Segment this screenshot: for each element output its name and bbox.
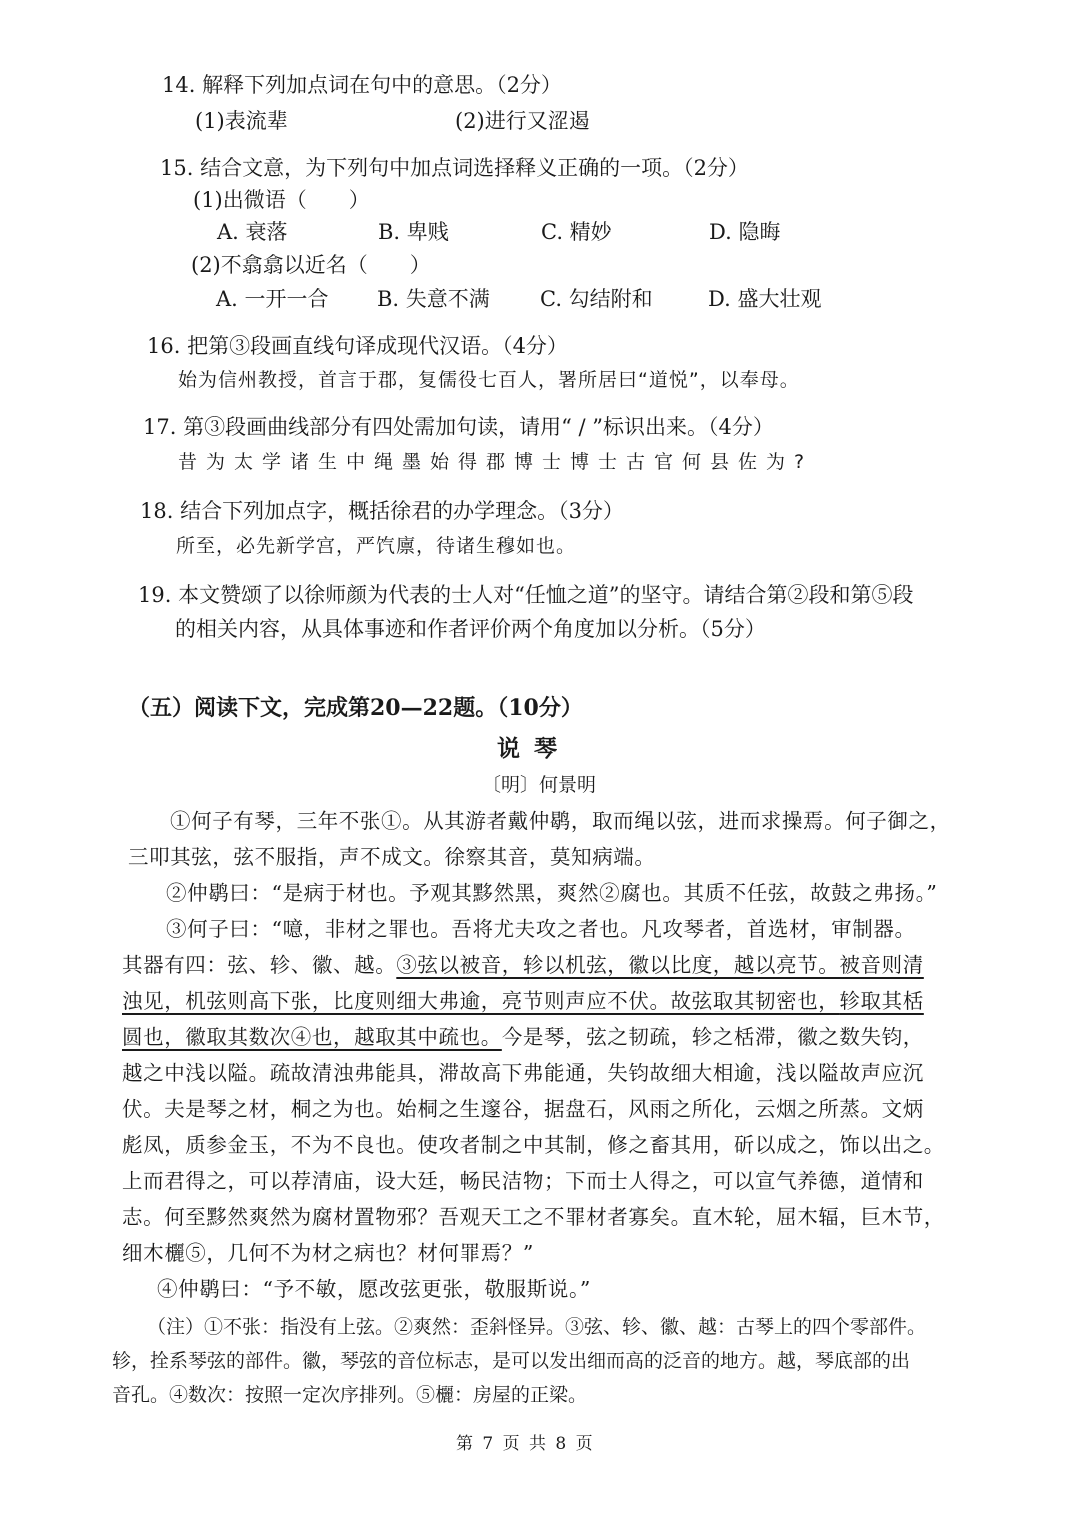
- note-line: 轸，拴系琴弦的部件。徽，琴弦的音位标志，是可以发出细而高的泛音的地方。越，琴底部的出: [112, 1350, 911, 1372]
- passage-underlined-segment: ③弦以被音，轸以机弦，徽以比度，越以亮节。被音则清: [396, 953, 924, 977]
- q16-text: 始为信州教授，首言于郡，复儒役七百人，署所居曰“道悦”，以奉母。: [178, 369, 800, 391]
- passage-line: 上而君得之，可以荐清庙，设大廷，畅民洁物；下而士人得之，可以宣气养德，道情和: [122, 1169, 924, 1193]
- passage-underlined-segment: 浊见，机弦则高下张，比度则细大弗逾，亮节则声应不伏。故弦取其韧密也，: [122, 989, 840, 1013]
- q18-stem: 18. 结合下列加点字，概括徐君的办学理念。（3分）: [140, 499, 624, 523]
- passage-underlined-segment: 轸取其栝: [839, 989, 924, 1013]
- q14-item-2: (2)进行又涩遏: [455, 109, 590, 133]
- passage-line: ④仲鹖曰：“予不敏，愿改弦更张，敬服斯说。”: [157, 1277, 591, 1301]
- q17-text: 昔为太学诸生中绳墨始得郡博士博士古官何县佐为?: [178, 451, 814, 473]
- q15-sub2-option-b: B. 失意不满: [377, 287, 490, 311]
- passage-line: ③何子曰：“噫，非材之罪也。吾将尤夫攻之者也。凡攻琴者，首选材，审制器。: [166, 917, 916, 941]
- passage-line: 三叩其弦，弦不服指，声不成文。徐察其音，莫知病端。: [128, 845, 656, 869]
- q15-stem: 15. 结合文意，为下列句中加点词选择释义正确的一项。（2分）: [160, 156, 749, 180]
- q16-stem: 16. 把第③段画直线句译成现代汉语。（4分）: [147, 334, 568, 358]
- q15-sub2-option-c: C. 勾结附和: [540, 287, 653, 311]
- q15-sub1-option-b: B. 卑贱: [378, 220, 449, 244]
- section5-heading: （五）阅读下文，完成第20—22题。（10分）: [128, 695, 583, 721]
- passage-segment: 其器有四：弦、轸、徽、越。: [122, 953, 397, 977]
- passage-line: [122, 1022, 924, 1052]
- q15-sub1-option-a: A. 衰落: [217, 220, 288, 244]
- q15-sub1-option-d: D. 隐晦: [709, 220, 781, 244]
- q15-sub2-option-a: A. 一开一合: [216, 287, 329, 311]
- passage-underlined-segment: 圆也，徽取其数次④也，越取其中疏也。: [122, 1025, 502, 1049]
- q15-sub1-option-c: C. 精妙: [541, 220, 612, 244]
- passage-line: 志。何至黟然爽然为腐材置物邪？吾观天工之不罪材者寡矣。直木轮，屈木辐，巨木节，: [122, 1205, 945, 1229]
- q15-sub1: (1)出微语（ ）: [193, 188, 370, 212]
- page-number: 第 7 页 共 8 页: [456, 1434, 595, 1454]
- passage-author: 〔明〕何景明: [482, 774, 597, 796]
- note-line: （注）①不张：指没有上弦。②爽然：歪斜怪异。③弦、轸、徽、越：古琴上的四个零部件。: [147, 1316, 927, 1338]
- q15-sub2: (2)不翕翕以近名（ ）: [191, 253, 431, 277]
- passage-line: 越之中浅以隘。疏故清浊弗能具，滞故高下弗能通，失钧故细大相逾，浅以隘故声应沉: [122, 1061, 924, 1085]
- passage-line: 伏。夫是琴之材，桐之为也。始桐之生邃谷，据盘石，风雨之所化，云烟之所蒸。文炳: [122, 1097, 924, 1121]
- q17-stem: 17. 第③段画曲线部分有四处需加句读，请用“ / ”标识出来。（4分）: [143, 415, 774, 439]
- passage-line: [122, 950, 924, 980]
- passage-line: ①何子有琴，三年不张①。从其游者戴仲鹖，取而绳以弦，进而求操焉。何子御之，: [170, 809, 951, 833]
- q19-line-2: 的相关内容，从具体事迹和作者评价两个角度加以分析。（5分）: [175, 617, 766, 641]
- passage-line: [122, 986, 924, 1016]
- passage-segment: 今是琴，弦之韧疏，轸之栝滞，徽之数失钧，: [501, 1025, 924, 1049]
- q19-line-1: 19. 本文赞颂了以徐师颜为代表的士人对“任恤之道”的坚守。请结合第②段和第⑤段: [138, 583, 914, 607]
- note-line: 音孔。④数次：按照一定次序排列。⑤欐：房屋的正梁。: [112, 1384, 588, 1406]
- q14-stem: 14. 解释下列加点词在句中的意思。（2分）: [162, 73, 562, 97]
- q18-text: 所至，必先新学宫，严饩廪，待诸生穆如也。: [176, 535, 577, 557]
- q15-sub2-option-d: D. 盛大壮观: [708, 287, 822, 311]
- q14-item-1: (1)表流辈: [195, 109, 288, 133]
- passage-line: 细木欐⑤，几何不为材之病也？材何罪焉？”: [122, 1241, 534, 1265]
- passage-line: ②仲鹖曰：“是病于材也。予观其黟然黑，爽然②腐也。其质不任弦，故鼓之弗扬。”: [166, 881, 938, 905]
- passage-title: 说琴: [497, 735, 571, 762]
- passage-line: 彪凤，质参金玉，不为不良也。使攻者制之中其制，修之畜其用，斫以成之，饰以出之。: [122, 1133, 945, 1157]
